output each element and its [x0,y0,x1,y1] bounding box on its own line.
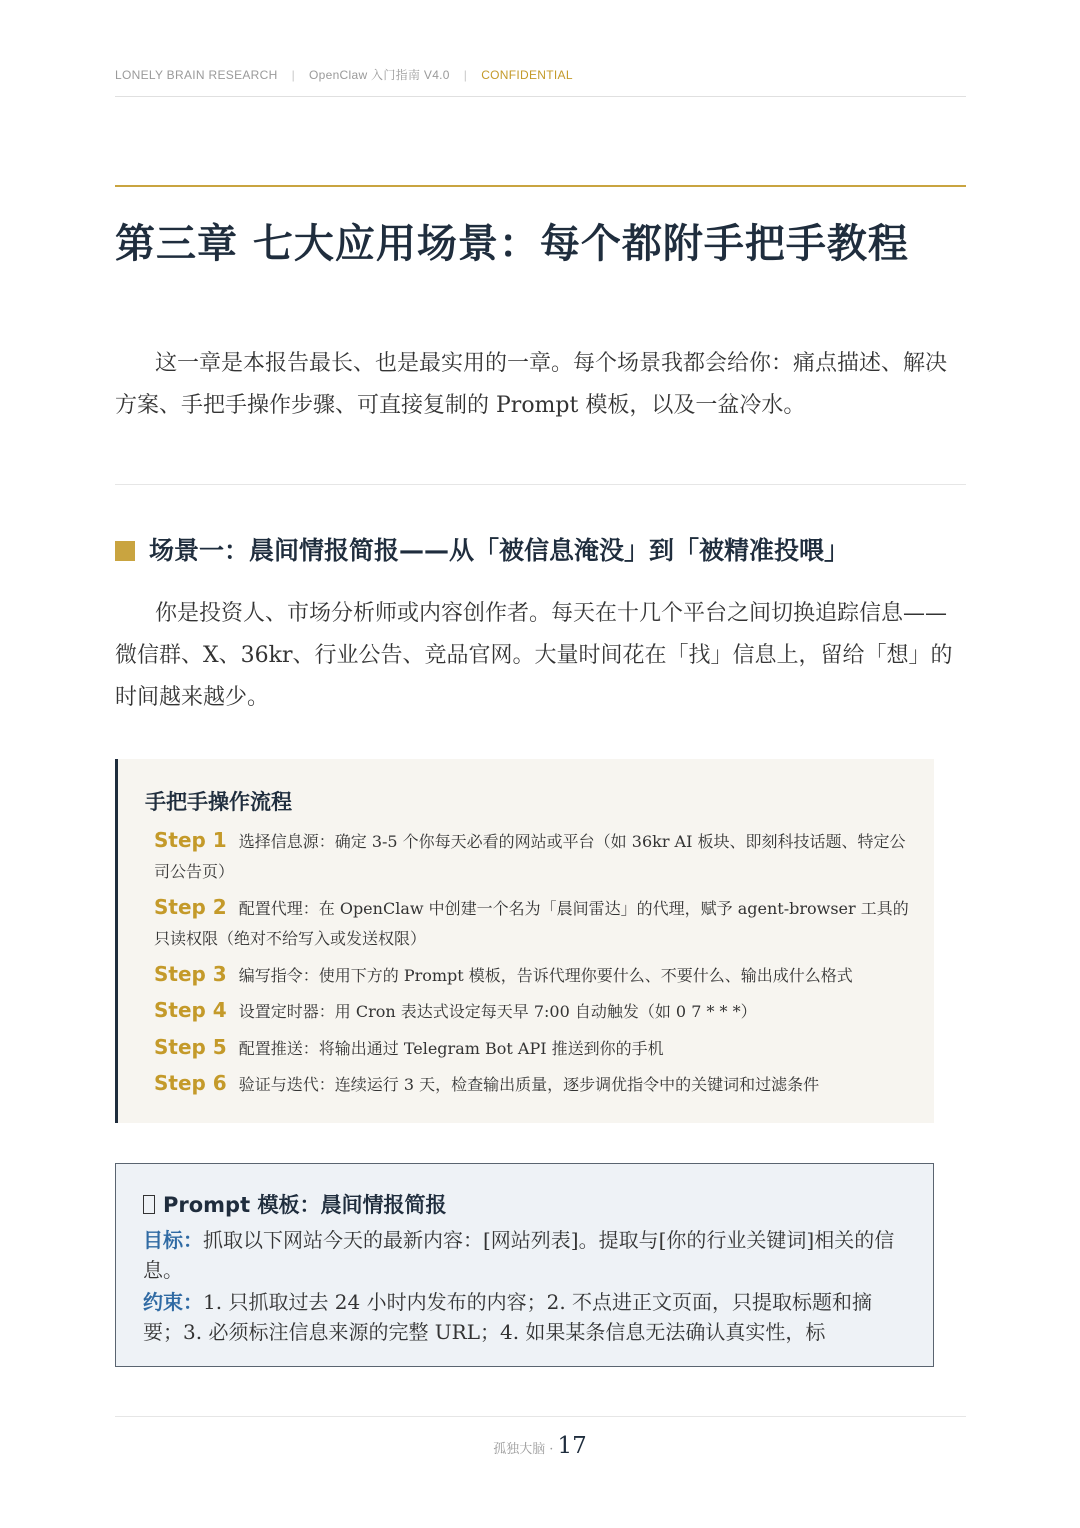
prompt-title: Prompt 模板：晨间情报简报 [163,1193,447,1217]
header-doc-title: OpenClaw 入门指南 V4.0 [309,68,450,82]
footer-brand: 孤独大脑 [493,1442,546,1457]
header-divider: | [463,68,468,82]
step-item [154,892,914,954]
step-item [154,959,914,991]
goal-text: 抓取以下网站今天的最新内容：[网站列表]。提取与[你的行业关键词]相关的信息。 [143,1228,895,1282]
step-label: Step 5 [154,1035,227,1059]
step-item [154,1068,914,1100]
step-item [154,1032,914,1064]
scene-title: 场景一：晨间情报简报——从「被信息淹没」到「被精准投喂」 [149,536,850,565]
prompt-template-box [115,1163,934,1367]
steps-title: 手把手操作流程 [145,790,292,814]
constraint-text: 1. 只抓取过去 24 小时内发布的内容；2. 不点进正文页面，只提取标题和摘要；3. 必须标注信息来源的完整 URL；4. 如果某条信息无法确认真实性，标 [143,1290,873,1344]
step-label: Step 6 [154,1071,227,1095]
steps-box [115,759,934,1123]
header-divider: | [291,68,295,82]
square-bullet-icon [115,541,135,561]
header-rule [115,96,966,97]
step-label: Step 1 [154,828,227,852]
step-text: 选择信息源：确定 3-5 个你每天必看的网站或平台（如 36kr AI 板块、即刻科技话题、特定公司公告页） [154,832,906,881]
scene-heading [115,531,849,567]
header-org: LONELY BRAIN RESEARCH [115,68,278,82]
step-item [154,995,914,1027]
step-text: 配置推送：将输出通过 Telegram Bot API 推送到你的手机 [238,1039,664,1058]
chapter-rule [115,185,966,187]
prompt-constraints [143,1287,903,1347]
step-label: Step 3 [154,962,227,986]
missing-glyph-icon [143,1195,155,1214]
chapter-title: 第三章 七大应用场景：每个都附手把手教程 [115,221,909,267]
footer-rule [115,1416,966,1417]
step-label: Step 2 [154,895,227,919]
step-text: 编写指令：使用下方的 Prompt 模板，告诉代理你要什么、不要什么、输出成什么格式 [238,966,853,985]
constraint-label: 约束： [143,1290,203,1314]
prompt-goal [143,1225,903,1285]
chapter-intro: 这一章是本报告最长、也是最实用的一章。每个场景我都会给你：痛点描述、解决方案、手把手操作步骤、可直接复制的 Prompt 模板，以及一盆冷水。 [115,351,948,418]
goal-label: 目标： [143,1228,203,1252]
footer-separator: · [549,1442,554,1457]
section-divider [115,484,966,485]
step-text: 验证与迭代：连续运行 3 天，检查输出质量，逐步调优指令中的关键词和过滤条件 [238,1075,820,1094]
page-number: 17 [557,1433,587,1459]
page-footer [0,1433,1080,1459]
step-text: 设置定时器：用 Cron 表达式设定每天早 7:00 自动触发（如 0 7 * * *） [238,1002,757,1021]
step-item [154,825,914,887]
prompt-heading [143,1189,446,1219]
header-classification: CONFIDENTIAL [481,68,573,82]
running-header [115,66,966,83]
step-text: 配置代理：在 OpenClaw 中创建一个名为「晨间雷达」的代理，赋予 agent-browser 工具的只读权限（绝对不给写入或发送权限） [154,899,909,948]
scene-paragraph: 你是投资人、市场分析师或内容创作者。每天在十几个平台之间切换追踪信息——微信群、X、36kr、行业公告、竞品官网。大量时间花在「找」信息上，留给「想」的时间越来越少。 [115,601,953,710]
step-label: Step 4 [154,998,227,1022]
